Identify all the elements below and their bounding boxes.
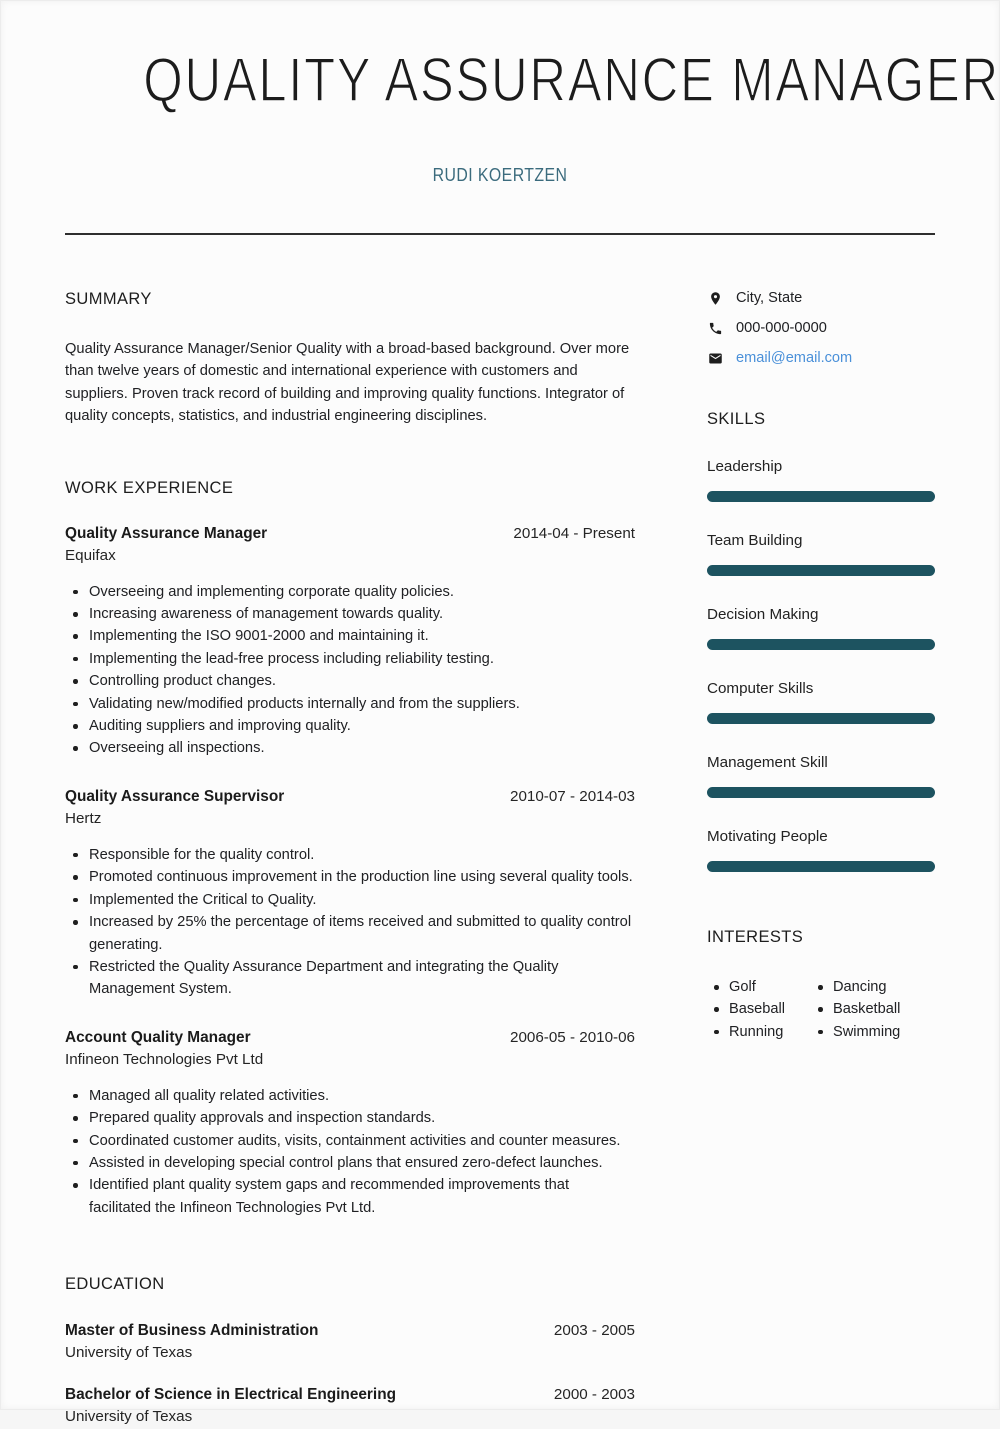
job-bullet: Implementing the lead-free process including reliability testing. [65,648,635,670]
skill-bar [707,713,935,724]
skill-item [707,607,935,650]
summary-section [65,290,635,428]
header-divider [65,233,935,235]
job-bullet: Assisted in developing special control plans that ensured zero-defect launches. [65,1152,635,1174]
resume-header [65,46,1000,235]
summary-heading: SUMMARY [65,290,152,308]
job-bullet: Prepared quality approvals and inspection standards. [65,1107,635,1129]
job-bullet: Overseeing all inspections. [65,737,635,759]
skill-bar [707,787,935,798]
skill-item [707,681,935,724]
skill-item [707,533,935,576]
skill-label: Decision Making [707,606,819,623]
job-bullet: Promoted continuous improvement in the production line using several quality tools. [65,866,635,888]
degree-title: Master of Business Administration [65,1322,319,1340]
job-bullet: Identified plant quality system gaps and recommended improvements that facilitated the Infineon Technologies Pvt Ltd. [65,1174,635,1219]
job-dates: 2006-05 - 2010-06 [510,1028,635,1046]
job-bullet: Auditing suppliers and improving quality. [65,715,635,737]
interest-list [707,976,811,1043]
job-entry [65,1028,635,1219]
job-bullet: Coordinated customer audits, visits, containment activities and counter measures. [65,1130,635,1152]
sidebar-column [707,290,935,1429]
job-bullet: Responsible for the quality control. [65,844,635,866]
job-company: Equifax [65,546,116,564]
work-experience-section [65,479,635,1220]
interest-item: Swimming [811,1021,935,1043]
education-section [65,1275,635,1429]
job-bullet: Validating new/modified products internally and from the suppliers. [65,693,635,715]
education-entry [65,1385,635,1429]
job-bullet: Managed all quality related activities. [65,1085,635,1107]
job-title: Quality Assurance Supervisor [65,787,285,805]
school-name: University of Texas [65,1344,193,1362]
interests-heading: INTERESTS [707,928,804,946]
education-entry [65,1321,635,1365]
skill-bar [707,565,935,576]
job-bullet: Increased by 25% the percentage of items received and submitted to quality control generating. [65,911,635,956]
degree-title: Bachelor of Science in Electrical Engineering [65,1386,397,1404]
page-title: QUALITY ASSURANCE MANAGER [143,46,1000,115]
skill-label: Team Building [707,532,803,549]
education-dates: 2000 - 2003 [553,1386,635,1404]
job-bullet: Implementing the ISO 9001-2000 and maintaining it. [65,625,635,647]
job-title: Quality Assurance Manager [65,524,268,542]
job-bullet-list [65,1085,635,1219]
school-name: University of Texas [65,1408,193,1426]
skill-label: Computer Skills [707,680,814,697]
phone-text: 000-000-0000 [736,320,827,336]
work-experience-heading: WORK EXPERIENCE [65,478,234,497]
job-bullet-list [65,581,635,760]
job-company: Infineon Technologies Pvt Ltd [65,1050,264,1068]
job-title: Account Quality Manager [65,1028,251,1046]
interest-item: Baseball [707,998,811,1020]
skill-item [707,829,935,872]
main-column [65,290,635,1429]
skill-bar [707,861,935,872]
job-bullet: Overseeing and implementing corporate quality policies. [65,581,635,603]
job-bullet: Controlling product changes. [65,670,635,692]
email-icon [707,350,723,366]
email-link[interactable]: email@email.com [736,350,853,366]
job-dates: 2014-04 - Present [513,524,635,542]
interest-item: Running [707,1021,811,1043]
skill-bar [707,491,935,502]
contact-email [707,350,935,366]
interest-item: Dancing [811,976,935,998]
skills-section [707,410,935,872]
skill-label: Motivating People [707,828,828,845]
interest-item: Basketball [811,998,935,1020]
person-name: RUDI KOERTZEN [432,165,568,185]
skill-item [707,755,935,798]
skills-heading: SKILLS [707,410,766,428]
skill-label: Leadership [707,458,783,475]
skill-item [707,459,935,502]
education-dates: 2003 - 2005 [553,1322,635,1340]
interest-item: Golf [707,976,811,998]
job-bullet: Increasing awareness of management towards quality. [65,603,635,625]
location-text: City, State [736,290,803,306]
job-dates: 2010-07 - 2014-03 [510,787,635,805]
contact-location [707,290,935,306]
skill-label: Management Skill [707,754,828,771]
job-bullet: Implemented the Critical to Quality. [65,889,635,911]
contact-section [707,290,935,366]
interest-list [811,976,935,1043]
contact-phone [707,320,935,336]
job-entry [65,524,635,760]
job-entry [65,787,635,1001]
job-bullet: Restricted the Quality Assurance Department and integrating the Quality Management System. [65,956,635,1001]
skill-bar [707,639,935,650]
job-company: Hertz [65,809,102,827]
phone-icon [707,320,723,336]
education-heading: EDUCATION [65,1275,165,1294]
location-icon [707,290,723,306]
job-bullet-list [65,844,635,1001]
interests-section [707,928,935,1043]
summary-text: Quality Assurance Manager/Senior Quality with a broad-based background. Over more than twelve years of domestic and international experience with customers and suppliers. Proven track record of building and improving quality functions. Integrator of quality concepts, statistics, and industrial engineering disciplines. [65,341,630,425]
